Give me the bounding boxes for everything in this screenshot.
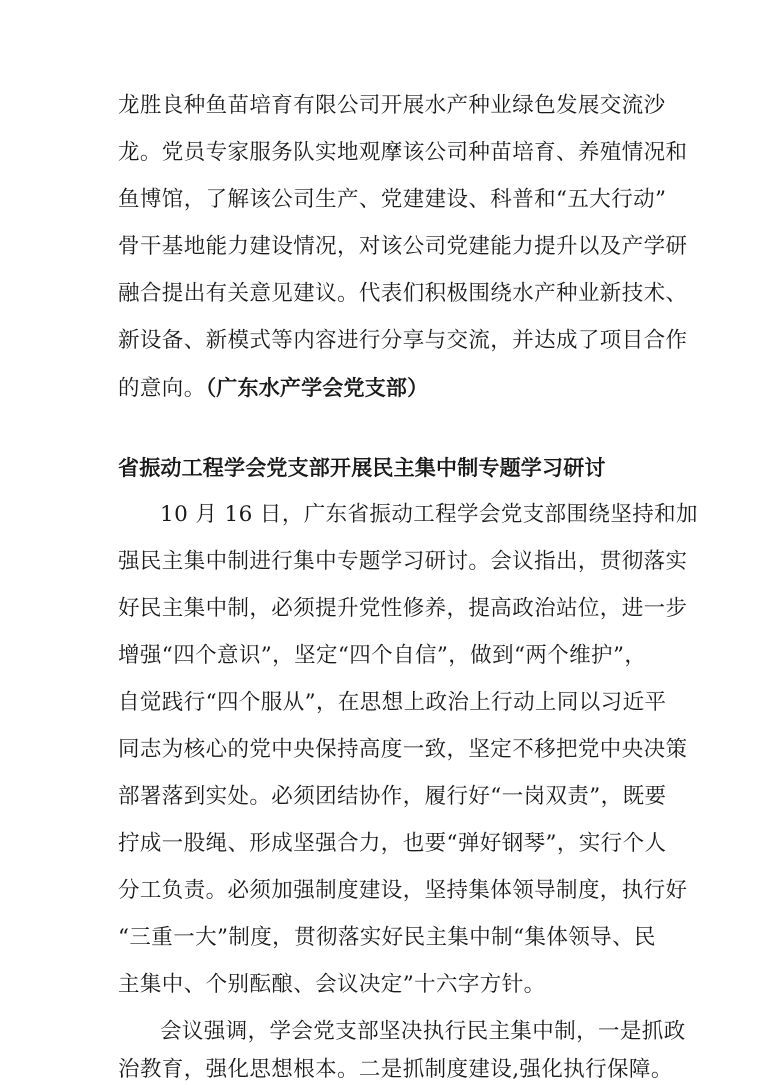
- para1-line-2: 龙。党员专家服务队实地观摩该公司种苗培育、养殖情况和: [118, 140, 688, 165]
- para1-line-4: 骨干基地能力建设情况，对该公司党建能力提升以及产学研: [118, 234, 688, 259]
- article2-para1-line-2: 强民主集中制进行集中专题学习研讨。会议指出，贯彻落实: [118, 549, 688, 574]
- article2-para1-line-9: 分工负责。必须加强制度建设，坚持集体领导制度，执行好: [118, 878, 688, 903]
- para1-line-3: 鱼博馆，了解该公司生产、党建建设、科普和“五大行动”: [118, 187, 667, 212]
- article2-para1-line-11: 主集中、个别酝酿、会议决定”十六字方针。: [118, 972, 546, 997]
- article2-para1-line-4: 增强“四个意识”，坚定“四个自信”，做到“两个维护”，: [118, 643, 647, 668]
- article2-para1-line-7: 部署落到实处。必须团结协作，履行好“一岗双责”，既要: [118, 784, 667, 809]
- para1-source: （广东水产学会党支部）: [205, 376, 429, 400]
- article2-para1-line-8: 拧成一股绳、形成坚强合力，也要“弹好钢琴”，实行个人: [118, 831, 667, 856]
- para1-line-6: 新设备、新模式等内容进行分享与交流，并达成了项目合作: [118, 328, 688, 353]
- article2-para1-line-10: “三重一大”制度，贯彻落实好民主集中制“集体领导、民: [118, 925, 656, 950]
- article2-para1-line-5: 自觉践行“四个服从”，在思想上政治上行动上同以习近平: [118, 690, 667, 715]
- para1-line-1: 龙胜良种鱼苗培育有限公司开展水产种业绿色发展交流沙: [118, 93, 666, 118]
- article2-para1-line-6: 同志为核心的党中央保持高度一致，坚定不移把党中央决策: [118, 737, 688, 762]
- article2-para1-line-1: 10 月 16 日，广东省振动工程学会党支部围绕坚持和加: [160, 502, 698, 527]
- para1-last-text: 的意向。: [118, 376, 206, 401]
- article2-para2-line-2: 治教育，强化思想根本。二是抓制度建设,强化执行保障。: [118, 1057, 673, 1082]
- para1-line-7: [118, 373, 673, 404]
- article2-para1-line-3: 好民主集中制，必须提升党性修养，提高政治站位，进一步: [118, 596, 688, 621]
- para1-line-5: 融合提出有关意见建议。代表们积极围绕水产种业新技术、: [118, 281, 688, 306]
- article2-title: 省振动工程学会党支部开展民主集中制专题学习研讨: [118, 456, 606, 480]
- article2-para2-line-1: 会议强调，学会党支部坚决执行民主集中制，一是抓政: [160, 1019, 686, 1044]
